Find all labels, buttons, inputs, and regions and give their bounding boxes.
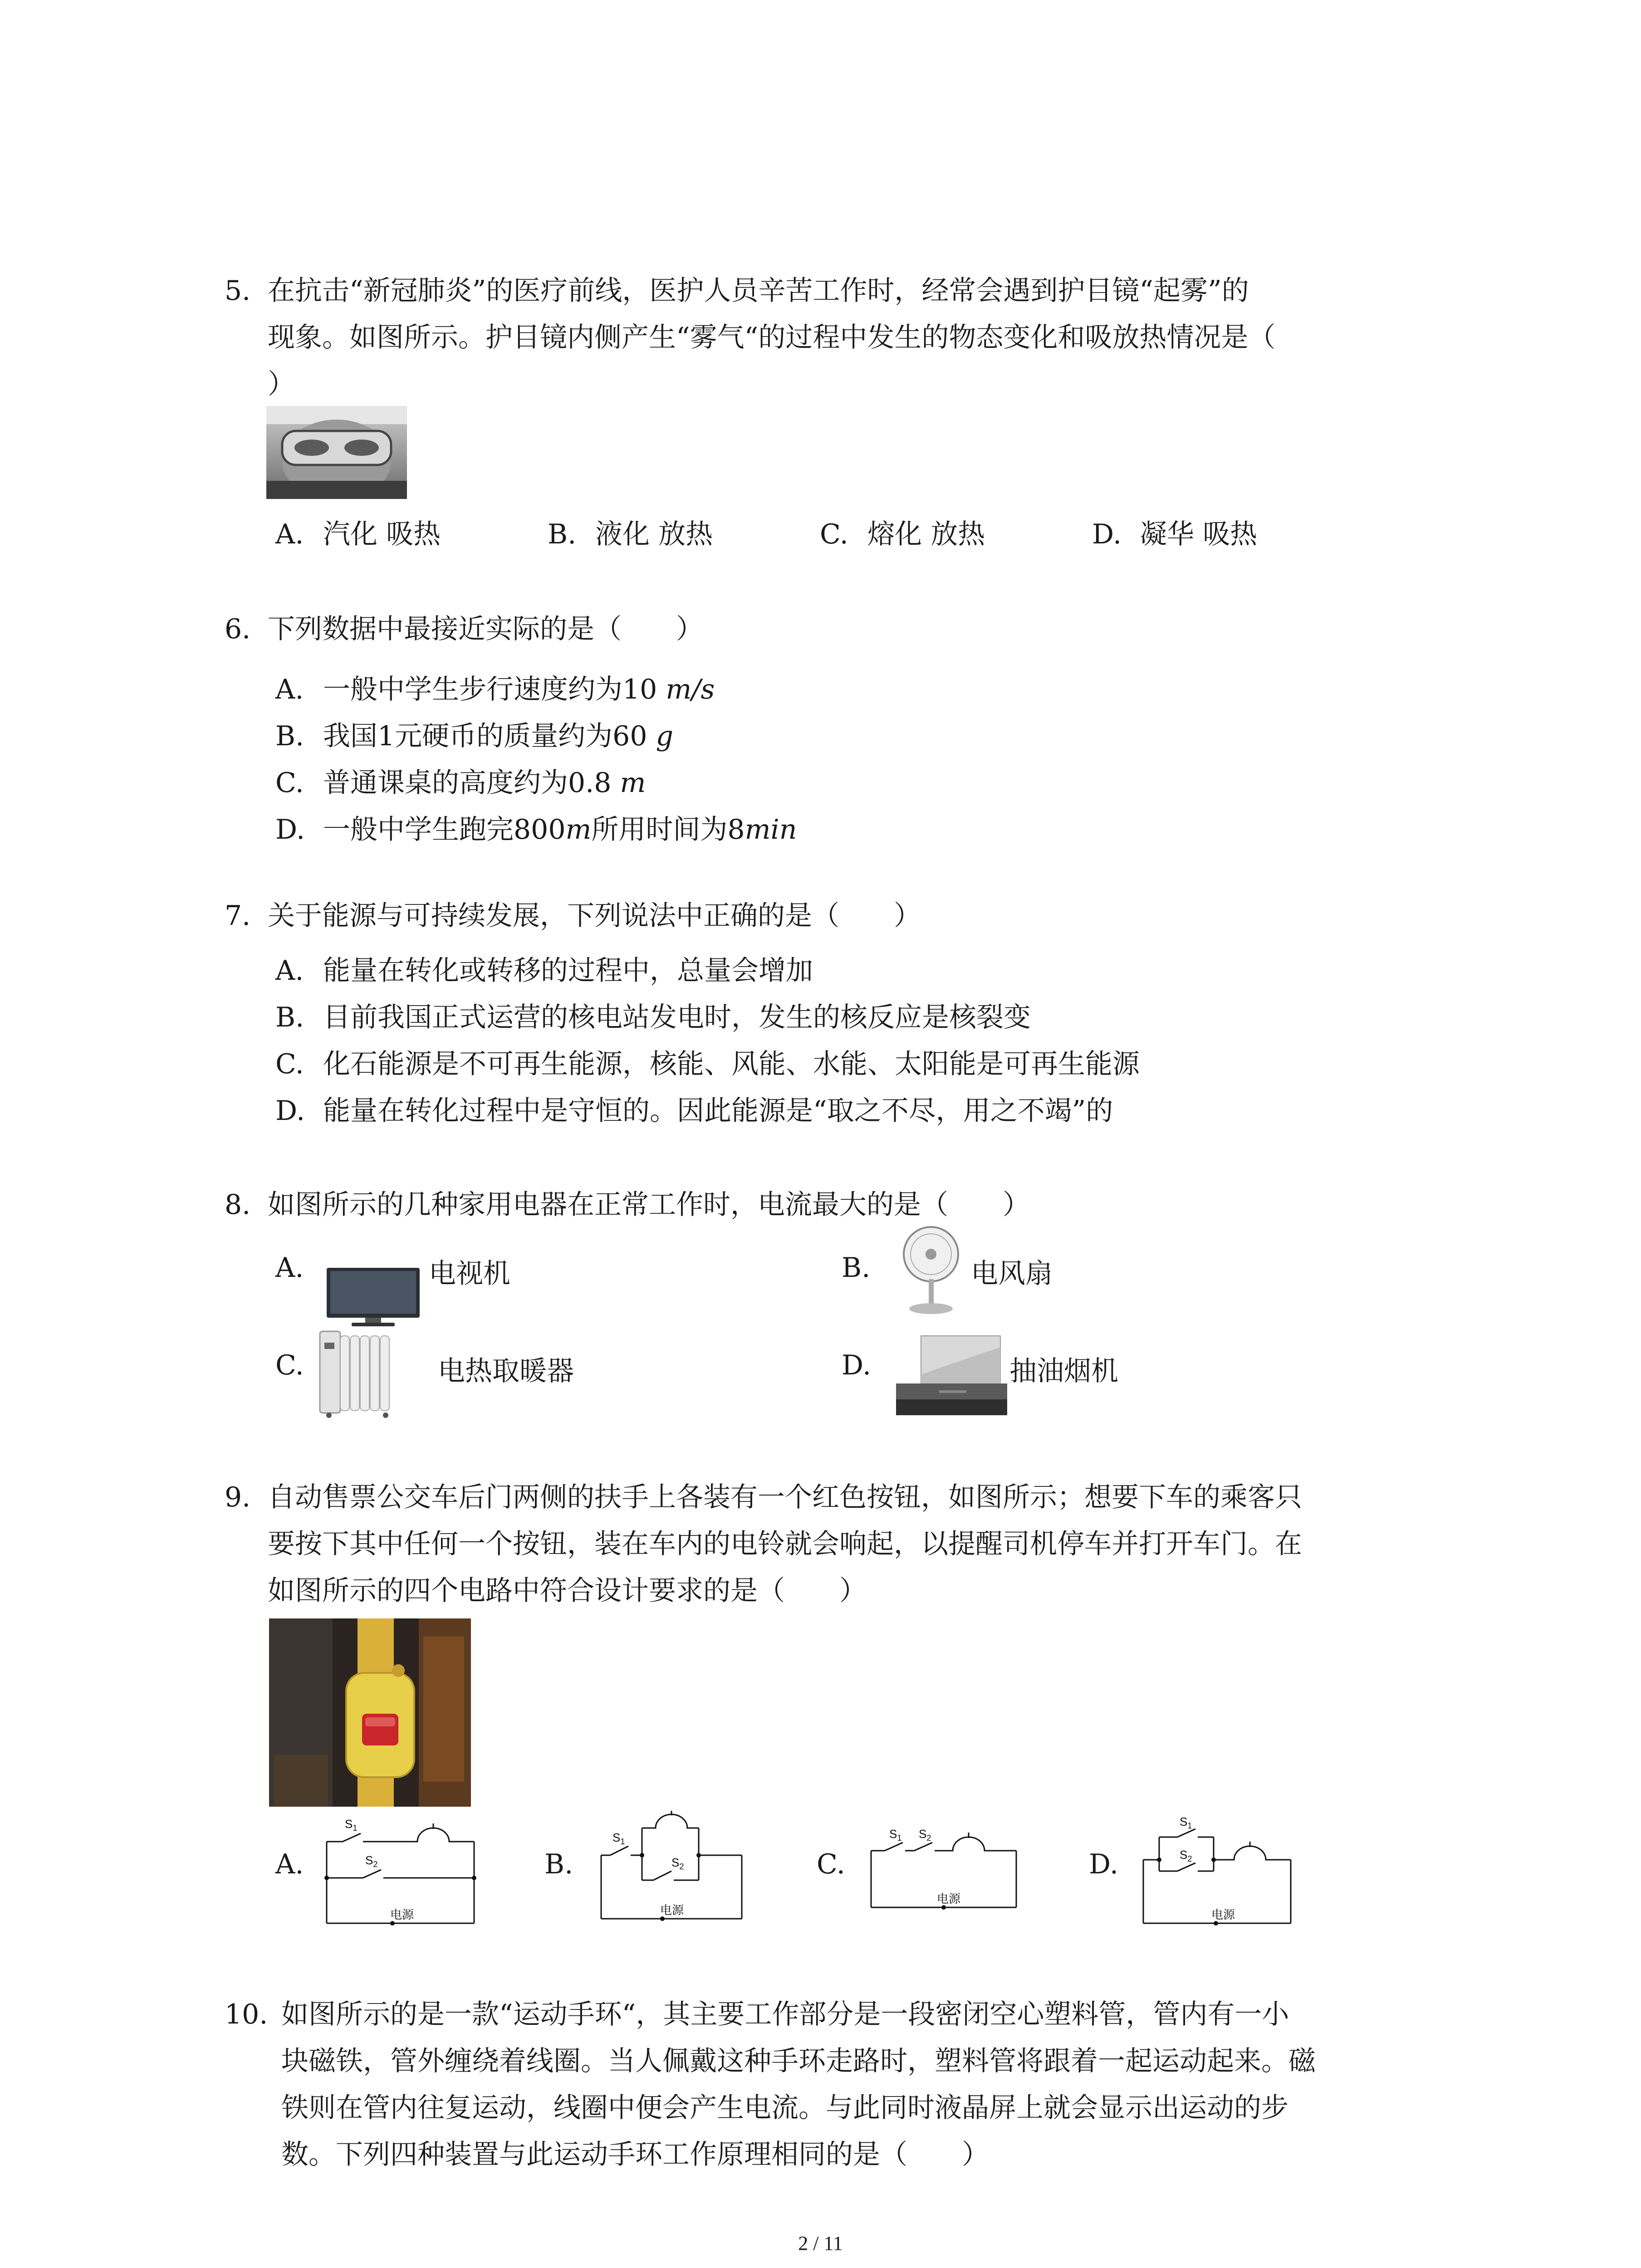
switch-1-label: $S_1$ [889,1827,902,1843]
range-hood-icon [894,1334,1009,1418]
page-number: 2 / 11 [798,2232,843,2254]
option-c-label: 电热取暖器 [438,1355,574,1387]
question-text: 块磁铁，管外缠绕着线圈。当人佩戴这种手环走路时，塑料管将跟着一起运动起来。磁 [281,2045,1316,2077]
power-source-label: 电源 [390,1908,414,1921]
circuit-b-diagram [594,1805,749,1928]
switch-2-label: $S_2$ [1180,1848,1192,1863]
option-b[interactable]: B. 目前我国正式运营的核电站发电时，发生的核反应是核裂变 [275,1002,1031,1033]
question-text: 铁则在管内往复运动，线圈中便会产生电流。与此同时液晶屏上就会显示出运动的步 [281,2092,1288,2124]
bus-button-photo [269,1618,471,1807]
question-text: 在抗击“新冠肺炎”的医疗前线，医护人员辛苦工作时，经常会遇到护目镜“起雾”的 [268,275,1249,307]
option-b[interactable]: B. 我国1元硬币的质量约为60 g [275,720,674,752]
option-a-label: 电视机 [429,1258,510,1290]
power-source-label: 电源 [1211,1908,1235,1921]
question-number: 5. [225,275,251,307]
fan-icon [896,1225,966,1315]
option-a[interactable]: A. 汽化 吸热 [275,518,441,550]
goggles-photo [266,406,407,499]
question-number: 8. [225,1189,251,1221]
tv-icon [324,1266,422,1329]
power-source-label: 电源 [660,1903,684,1917]
option-d[interactable]: D. 一般中学生跑完800m所用时间为8min [275,814,797,846]
switch-1-label: $S_1$ [1180,1815,1192,1830]
question-number: 9. [225,1481,251,1513]
question-text: 关于能源与可持续发展，下列说法中正确的是（ ） [268,900,921,932]
option-b[interactable]: B. [544,1848,573,1880]
question-text: 下列数据中最接近实际的是（ ） [268,613,703,645]
option-c[interactable]: C. [275,1349,304,1381]
question-number: 7. [225,900,251,932]
option-d-label: 抽油烟机 [1009,1355,1118,1387]
question-text: 自动售票公交车后门两侧的扶手上各装有一个红色按钮，如图所示；想要下车的乘客只 [268,1481,1302,1513]
option-d[interactable]: D. [842,1349,872,1381]
switch-2-label: $S_2$ [919,1827,931,1843]
option-d[interactable]: D. [1089,1848,1119,1880]
option-a[interactable]: A. 能量在转化或转移的过程中，总量会增加 [275,955,813,987]
option-b[interactable]: B. [842,1252,871,1284]
circuit-c-diagram [864,1823,1025,1916]
switch-2-label: $S_2$ [671,1856,684,1871]
power-source-label: 电源 [937,1892,961,1906]
heater-icon [318,1329,399,1420]
option-c[interactable]: C. 熔化 放热 [820,518,985,550]
option-a[interactable]: A. 一般中学生步行速度约为10 m/s [275,674,715,705]
option-c[interactable]: C. [817,1848,845,1880]
option-d[interactable]: D. 能量在转化过程中是守恒的。因此能源是“取之不尽，用之不竭”的 [275,1095,1113,1127]
option-b[interactable]: B. 液化 放热 [548,518,713,550]
question-number: 10. [225,1999,268,2030]
circuit-d-diagram [1136,1810,1298,1932]
question-text: 数。下列四种装置与此运动手环工作原理相同的是（ ） [281,2139,989,2170]
switch-1-label: $S_1$ [612,1831,625,1846]
switch-1-label: $S_1$ [345,1817,358,1833]
question-text: 如图所示的四个电路中符合设计要求的是（ ） [268,1575,867,1607]
option-b-label: 电风扇 [971,1258,1053,1290]
question-text: 如图所示的几种家用电器在正常工作时，电流最大的是（ ） [268,1189,1030,1221]
switch-2-label: $S_2$ [365,1853,378,1869]
option-c[interactable]: C. 普通课桌的高度约为0.8 m [275,767,646,799]
option-a[interactable]: A. [275,1252,304,1284]
question-number: 6. [225,613,251,645]
question-text: 现象。如图所示。护目镜内侧产生“雾气“的过程中发生的物态变化和吸放热情况是（ [268,322,1276,353]
question-text: 如图所示的是一款“运动手环“，其主要工作部分是一段密闭空心塑料管，管内有一小 [281,1999,1289,2030]
question-text: 要按下其中任何一个按钮，装在车内的电铃就会响起，以提醒司机停车并打开车门。在 [268,1528,1302,1560]
option-d[interactable]: D. 凝华 吸热 [1092,518,1258,550]
circuit-a-diagram [320,1810,481,1932]
question-text: ） [268,368,295,400]
option-a[interactable]: A. [275,1848,304,1880]
option-c[interactable]: C. 化石能源是不可再生能源，核能、风能、水能、太阳能是可再生能源 [275,1048,1140,1080]
